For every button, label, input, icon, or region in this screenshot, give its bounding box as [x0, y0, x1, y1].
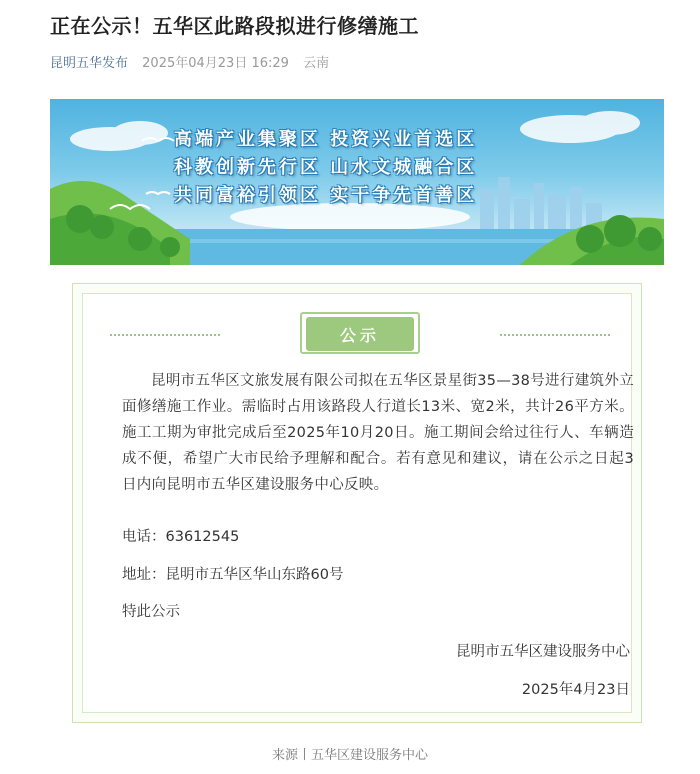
publish-time: 2025年04月23日 16:29: [142, 56, 289, 71]
article-meta: [50, 52, 329, 71]
decor-dotted-line-right: [500, 334, 610, 336]
notice-paragraph: 昆明市五华区文旅发展有限公司拟在五华区景星街35—38号进行建筑外立面修缮施工作业。需临时占用该路段人行道长13米、宽2米，共计26平方米。施工工期为审批完成后至2025年10月20日。施工期间会给过往行人、车辆造成不便，希望广大市民给予理解和配合。若有意见和建议，请在公示之日起3日内向昆明市五华区建设服务中心反映。: [122, 373, 634, 493]
notice-phone: 电话：63612545: [122, 529, 240, 545]
author-link[interactable]: 昆明五华发布: [50, 56, 129, 71]
notice-date: 2025年4月23日: [521, 682, 630, 698]
notice-organization: 昆明市五华区建设服务中心: [456, 644, 630, 660]
banner-slogan-1: 高端产业集聚区 投资兴业首选区: [174, 129, 478, 150]
publish-location: 云南: [303, 56, 330, 71]
banner-slogan-2: 科教创新先行区 山水文城融合区: [174, 157, 478, 178]
source-caption: 来源丨五华区建设服务中心: [271, 748, 428, 763]
notice-badge: 公示: [306, 317, 414, 351]
banner-image: [50, 99, 664, 265]
decor-dotted-line-left: [110, 334, 220, 336]
banner-slogan-3: 共同富裕引领区 实干争先首善区: [174, 185, 478, 206]
notice-address: 地址：昆明市五华区华山东路60号: [122, 567, 344, 583]
article-title: 正在公示！五华区此路段拟进行修缮施工: [50, 14, 419, 38]
notice-closing: 特此公示: [122, 604, 180, 620]
